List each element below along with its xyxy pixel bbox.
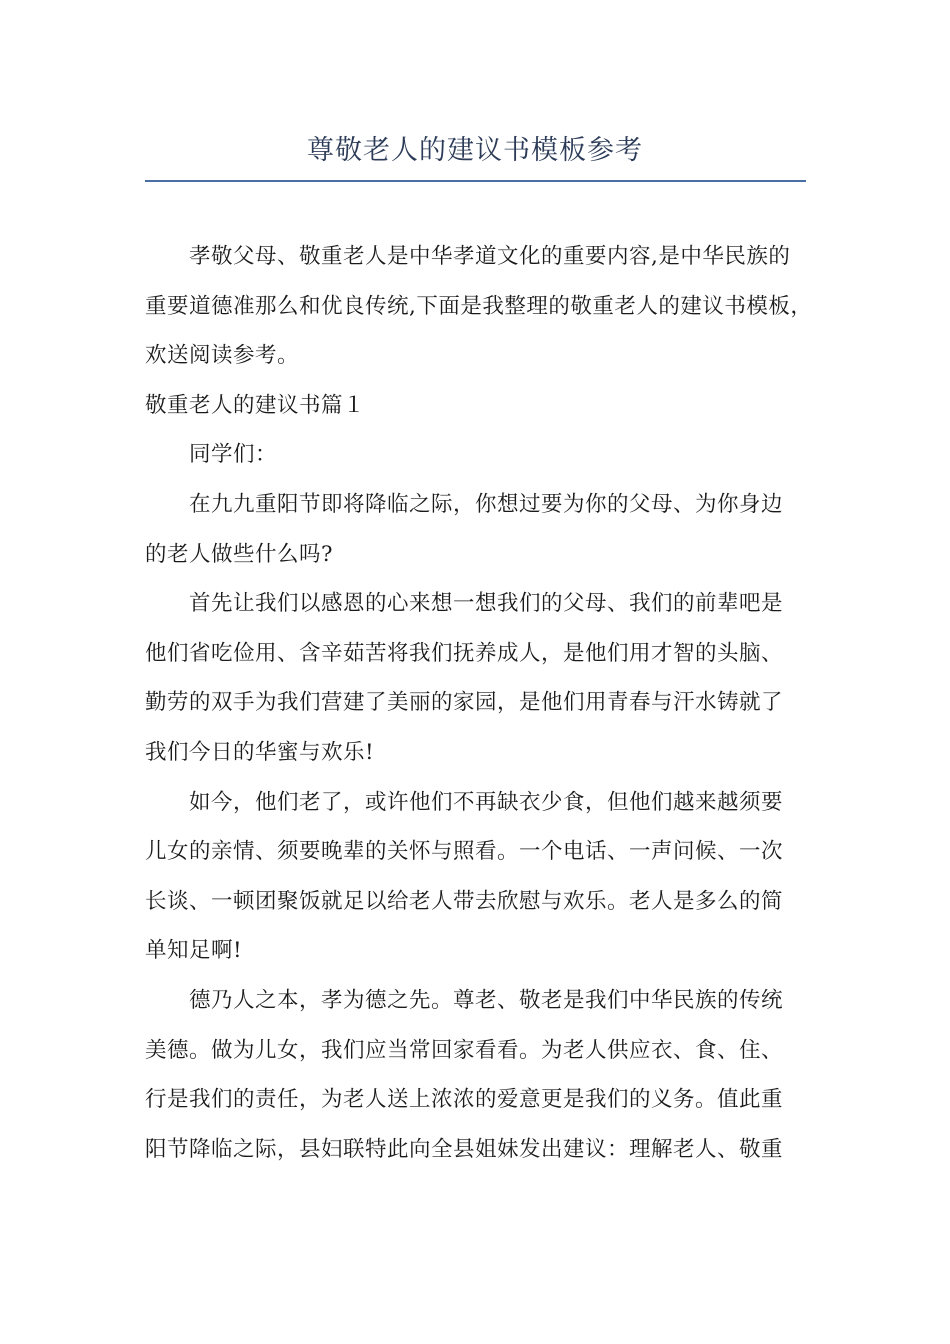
text-line: 长谈、一顿团聚饭就足以给老人带去欣慰与欢乐。老人是多么的简 (145, 888, 784, 914)
text-line: 儿女的亲情、须要晚辈的关怀与照看。一个电话、一声问候、一次 (145, 839, 784, 865)
text-line: 敬重老人的建议书篇１ (145, 392, 366, 418)
text-line: 美德。做为儿女，我们应当常回家看看。为老人供应衣、食、住、 (145, 1037, 784, 1063)
text-line: 的老人做些什么吗? (145, 541, 334, 567)
text-line: 行是我们的责任，为老人送上浓浓的爱意更是我们的义务。值此重 (145, 1087, 784, 1113)
text-line: 孝敬父母、敬重老人是中华孝道文化的重要内容,是中华民族的 (189, 244, 791, 269)
text-line: 首先让我们以感恩的心来想一想我们的父母、我们的前辈吧是 (189, 591, 784, 617)
paragraph-salutation (145, 430, 810, 480)
text-line: 如今，他们老了，或许他们不再缺衣少食，但他们越来越须要 (189, 789, 784, 815)
paragraph (145, 480, 810, 579)
text-line: 重要道德准那么和优良传统,下面是我整理的敬重老人的建议书模板， (145, 293, 813, 319)
paragraph (145, 976, 810, 1174)
paragraph (145, 778, 810, 976)
document-body (145, 232, 813, 1174)
text-line: 单知足啊! (145, 938, 243, 964)
paragraph (145, 579, 810, 777)
text-line: 他们省吃俭用、含辛茹苦将我们抚养成人，是他们用才智的头脑、 (145, 640, 784, 666)
text-line: 我们今日的华蜜与欢乐! (145, 739, 375, 765)
text-line: 阳节降临之际，县妇联特此向全县姐妹发出建议：理解老人、敬重 (145, 1136, 784, 1162)
section-heading (145, 381, 810, 431)
text-line: 德乃人之本，孝为德之先。尊老、敬老是我们中华民族的传统 (189, 987, 784, 1013)
paragraph-intro (145, 232, 813, 381)
title-underline (145, 180, 806, 182)
text-line: 勤劳的双手为我们营建了美丽的家园，是他们用青春与汗水铸就了 (145, 690, 784, 716)
text-line: 欢送阅读参考。 (145, 343, 300, 369)
document-title: 尊敬老人的建议书模板参考 (307, 135, 643, 166)
text-line: 同学们： (189, 442, 278, 468)
text-line: 在九九重阳节即将降临之际，你想过要为你的父母、为你身边 (189, 491, 784, 517)
